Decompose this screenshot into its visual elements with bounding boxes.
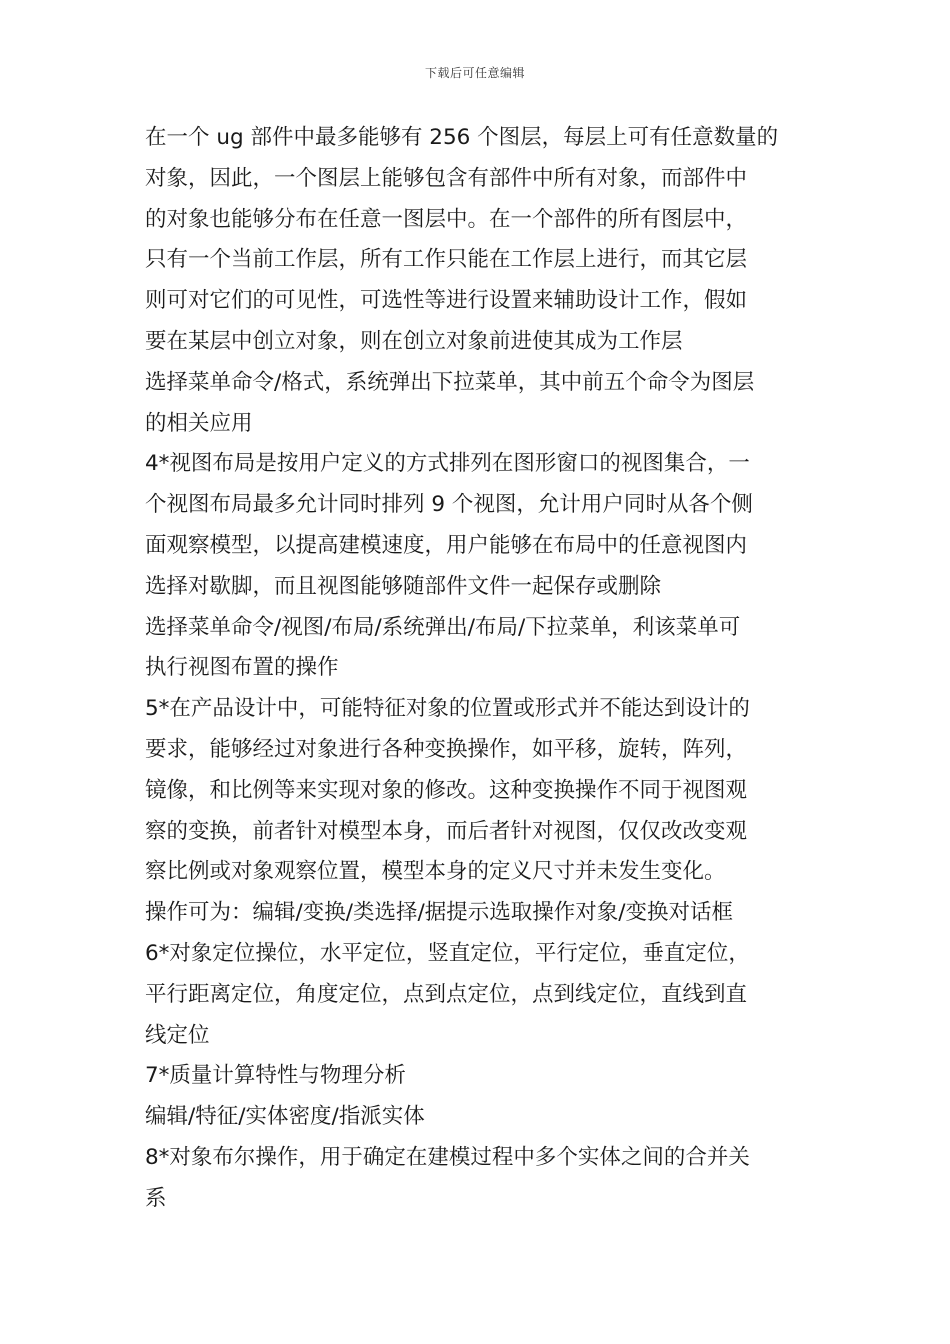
text-line: 系 <box>145 1185 167 1211</box>
page-header: 下载后可任意编辑 <box>424 66 525 80</box>
text-line: 的相关应用 <box>145 410 253 436</box>
text-line: 要在某层中创立对象，则在创立对象前进使其成为工作层 <box>145 328 683 354</box>
text-line: 编辑/特征/实体密度/指派实体 <box>145 1104 425 1130</box>
text-line: 6*对象定位操位，水平定位，竖直定位，平行定位，垂直定位， <box>145 940 750 966</box>
text-line: 操作可为：编辑/变换/类选择/据提示选取操作对象/变换对话框 <box>145 900 733 926</box>
text-line: 镜像，和比例等来实现对象的修改。这种变换操作不同于视图观 <box>145 777 748 803</box>
text-line: 选择对歇脚，而且视图能够随部件文件一起保存或删除 <box>145 573 662 599</box>
text-line: 4*视图布局是按用户定义的方式排列在图形窗口的视图集合，一 <box>145 451 750 477</box>
text-line: 察比例或对象观察位置，模型本身的定义尺寸并未发生变化。 <box>145 859 726 885</box>
text-line: 的对象也能够分布在任意一图层中。在一个部件的所有图层中， <box>145 206 748 232</box>
text-line: 8*对象布尔操作，用于确定在建模过程中多个实体之间的合并关 <box>145 1144 750 1170</box>
text-line: 个视图布局最多允计同时排列 9 个视图，允计用户同时从各个侧 <box>145 492 753 518</box>
text-line: 选择菜单命令/格式，系统弹出下拉菜单，其中前五个命令为图层 <box>145 369 755 395</box>
text-line: 线定位 <box>145 1022 210 1048</box>
text-line: 执行视图布置的操作 <box>145 655 339 681</box>
text-line: 只有一个当前工作层，所有工作只能在工作层上进行，而其它层 <box>145 247 748 273</box>
text-line: 选择菜单命令/视图/布局/系统弹出/布局/下拉菜单，利该菜单可 <box>145 614 741 640</box>
text-line: 在一个 ug 部件中最多能够有 256 个图层，每层上可有任意数量的 <box>145 125 779 150</box>
text-line: 则可对它们的可见性，可选性等进行设置来辅助设计工作，假如 <box>145 288 748 314</box>
text-line: 要求，能够经过对象进行各种变换操作，如平移，旋转，阵列， <box>145 736 748 762</box>
text-line: 5*在产品设计中，可能特征对象的位置或形式并不能达到设计的 <box>145 696 750 722</box>
text-line: 平行距离定位，角度定位，点到点定位，点到线定位，直线到直 <box>145 981 748 1007</box>
text-line: 面观察模型，以提高建模速度，用户能够在布局中的任意视图内 <box>145 532 748 558</box>
text-line: 对象，因此，一个图层上能够包含有部件中所有对象，而部件中 <box>145 165 748 191</box>
text-line: 察的变换，前者针对模型本身，而后者针对视图，仅仅改改变观 <box>145 818 748 844</box>
document-body <box>145 118 810 1220</box>
text-line: 7*质量计算特性与物理分析 <box>145 1063 406 1089</box>
